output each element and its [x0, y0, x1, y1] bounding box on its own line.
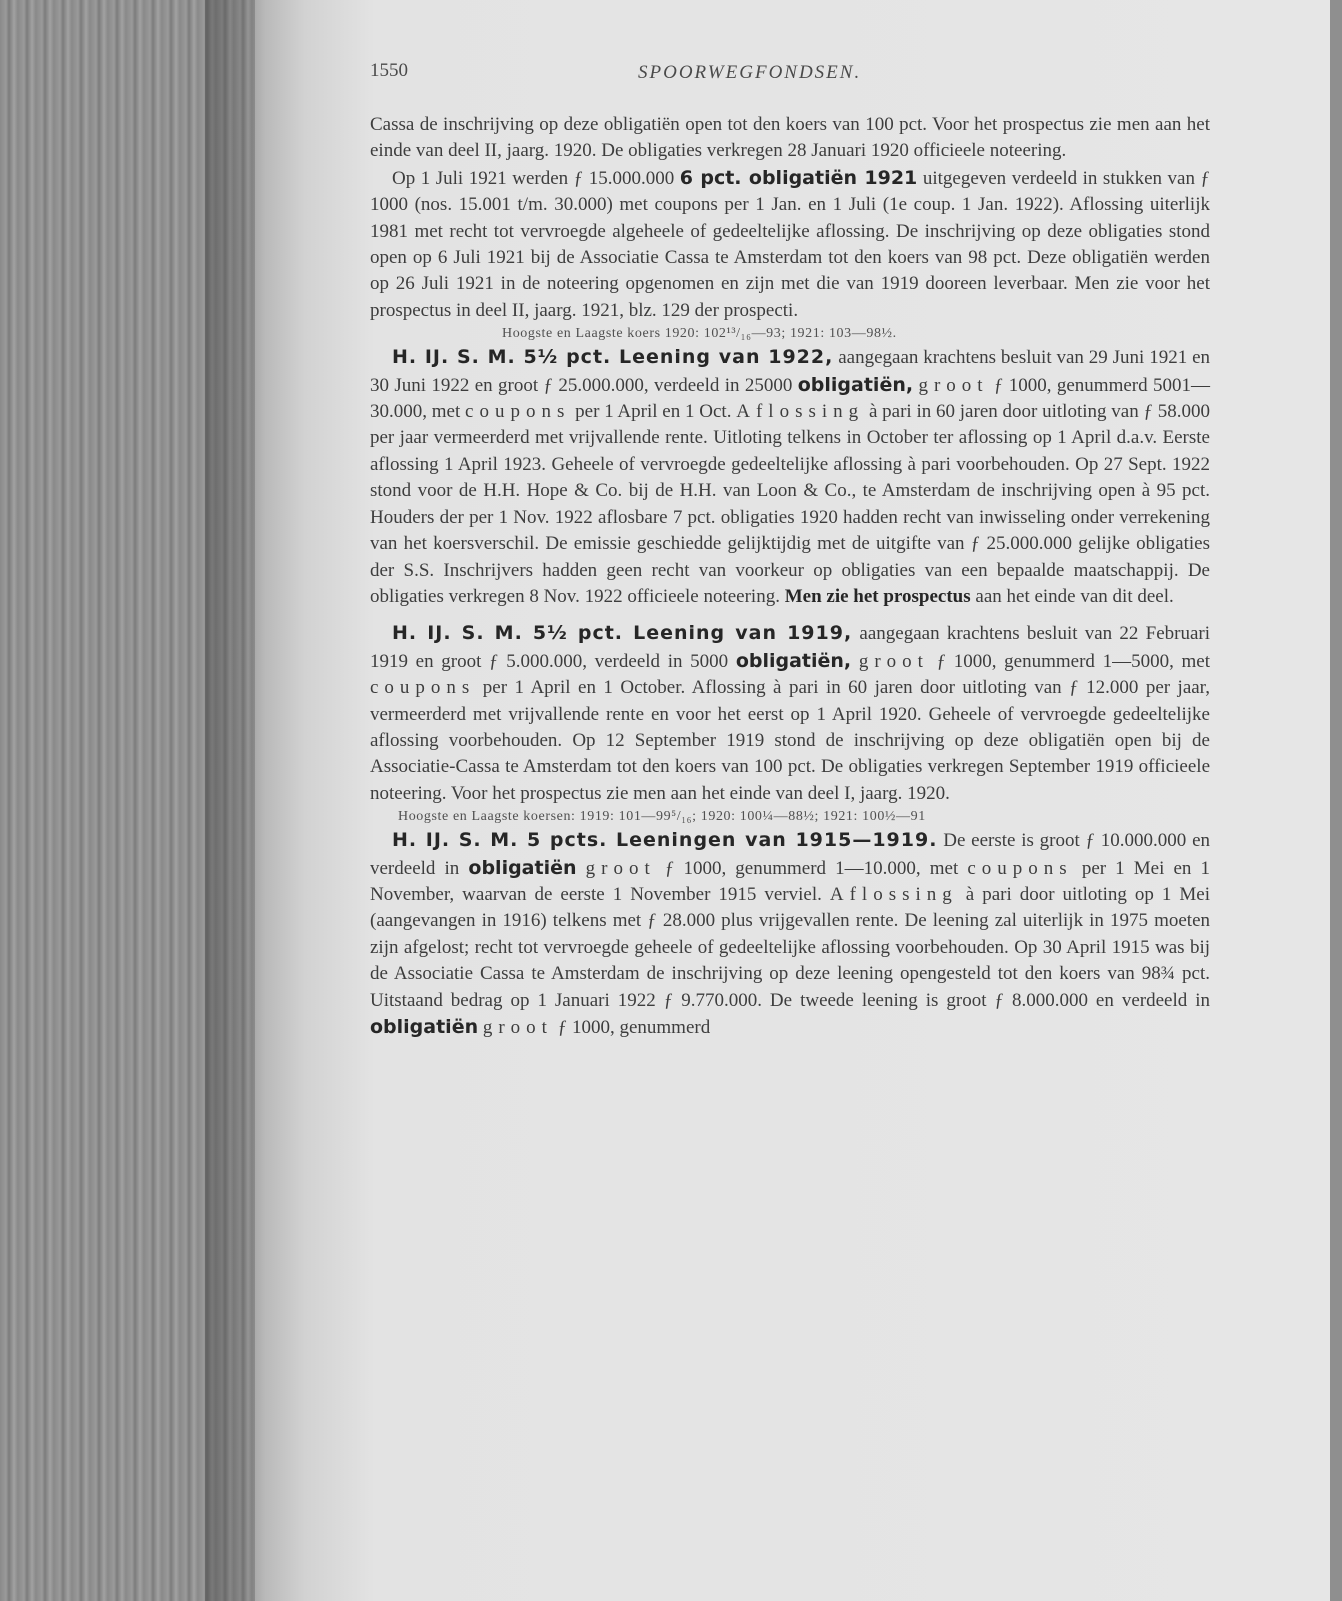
spacer — [370, 610, 1210, 620]
page-body — [370, 112, 1210, 1041]
section-leening-1922: H. IJ. S. M. 5½ pct. Leening van 1922, aangegaan krachtens besluit van 29 Juni 1921 en 30 Juni 1922 en groot ƒ 25.000.000, verdeeld in 25000 obligatiën, groot ƒ 1000, genummerd 5001—30.000, met coupons per 1 April en 1 Oct. Aflossing à pari in 60 jaren door uitloting van ƒ 58.000 per jaar vermeerderd met vrijvallende rente. Uitloting telkens in October ter aflossing op 1 April d.a.v. Eerste aflossing 1 April 1923. Geheele of vervroegde gedeeltelijke aflossing à pari voorbehouden. Op 27 Sept. 1922 stond voor de H.H. Hope & Co. bij de H.H. van Loon & Co., te Amsterdam de inschrijving open à 95 pct. Houders der per 1 Nov. 1922 aflosbare 7 pct. obligaties 1920 hadden recht van inwisseling onder verrekening van het koersverschil. De emissie geschiedde gelijktijdig met de uitgifte van ƒ 25.000.000 gelijke obligaties der S.S. Inschrijvers hadden geen recht van voorkeur op obligaties van een bepaalde maatschappij. De obligaties verkregen 8 Nov. 1922 officieele noteering. Men zie het prospectus aan het einde van dit deel. — [370, 346, 1211, 607]
section-leeningen-1915-1919: H. IJ. S. M. 5 pcts. Leeningen van 1915—1919. De eerste is groot ƒ 10.000.000 en verdeeld in obligatiën groot ƒ 1000, genummerd 1—10.000, met coupons per 1 Mei en 1 November, waarvan de eerste 1 November 1915 verviel. Aflossing à pari door uitloting op 1 Mei (aangevangen in 1916) telkens met ƒ 28.000 plus vrijgevallen rente. De leening zal uiterlijk in 1975 moeten zijn afgelost; recht tot vervroegde geheele of gedeeltelijke aflossing voorbehouden. Op 30 April 1915 was bij de Associatie Cassa te Amsterdam de inschrijving op deze leening opengesteld tot den koers van 98¾ pct. Uitstaand bedrag op 1 Januari 1922 ƒ 9.770.000. De tweede leening is groot ƒ 8.000.000 en verdeeld in obligatiën groot ƒ 1000, genummerd — [370, 829, 1211, 1038]
section-heading-1915: H. IJ. S. M. 5 pcts. Leeningen van 1915—1919. — [392, 829, 938, 852]
koers-line-1919: Hoogste en Laagste koersen: 1919: 101—99⁵/₁₆; 1920: 100¼—88½; 1921: 100½—91 — [398, 809, 926, 825]
page-header — [370, 58, 1210, 90]
emphasis-obligatien-1921: 6 pct. obligatiën 1921 — [679, 166, 918, 189]
paragraph-obligatien-1921: Op 1 Juli 1921 werden ƒ 15.000.000 6 pct. obligatiën 1921 uitgegeven verdeeld in stukken van ƒ 1000 (nos. 15.001 t/m. 30.000) met coupons per 1 Jan. en 1 Juli (1e coup. 1 Jan. 1922). Aflossing uiterlijk 1981 met recht tot vervroegde algeheele of gedeeltelijke aflossing. De inschrijving op deze obligaties stond open op 6 Juli 1921 bij de Associatie Cassa te Amsterdam tot den koers van 98 pct. Deze obligatiën werden op 26 Juli 1921 in de noteering opgenomen en zijn met die van 1919 dooreen leverbaar. Men zie voor het prospectus in deel II, jaarg. 1921, blz. 129 der prospecti. — [370, 166, 1211, 321]
paragraph-cassa: Cassa de inschrijving op deze obligatiën open tot den koers van 100 pct. Voor het prospectus zie men aan het einde van deel II, jaarg. 1920. De obligaties verkregen 28 Januari 1920 officieele noteering. — [370, 114, 1210, 162]
section-leening-1919: H. IJ. S. M. 5½ pct. Leening van 1919, aangegaan krachtens besluit van 22 Februari 1919 en groot ƒ 5.000.000, verdeeld in 5000 obligatiën, groot ƒ 1000, genummerd 1—5000, met coupons per 1 April en 1 October. Aflossing à pari in 60 jaren door uitloting van ƒ 12.000 per jaar, vermeerderd met vrijvallende rente en voor het eerst op 1 April 1920. Geheele of vervroegde gedeeltelijke aflossing voorbehouden. Op 12 September 1919 stond de inschrijving op deze obligatiën open bij de Associatie-Cassa te Amsterdam tot den koers van 100 pct. De obligaties verkregen September 1919 officieele noteering. Voor het prospectus zie men aan het einde van deel I, jaarg. 1920. — [370, 622, 1211, 804]
koers-line-1921: Hoogste en Laagste koers 1920: 102¹³/₁₆—93; 1921: 103—98½. — [502, 326, 897, 342]
prospectus-reference: Men zie het prospectus — [784, 585, 971, 607]
running-title: SPOORWEGFONDSEN. — [638, 62, 862, 83]
section-heading-1922: H. IJ. S. M. 5½ pct. Leening van 1922, — [392, 346, 834, 369]
section-heading-1919: H. IJ. S. M. 5½ pct. Leening van 1919, — [392, 622, 853, 645]
page-number: 1550 — [370, 60, 408, 81]
page-right-edge — [1330, 0, 1342, 1601]
gutter-shadow — [205, 0, 265, 1601]
